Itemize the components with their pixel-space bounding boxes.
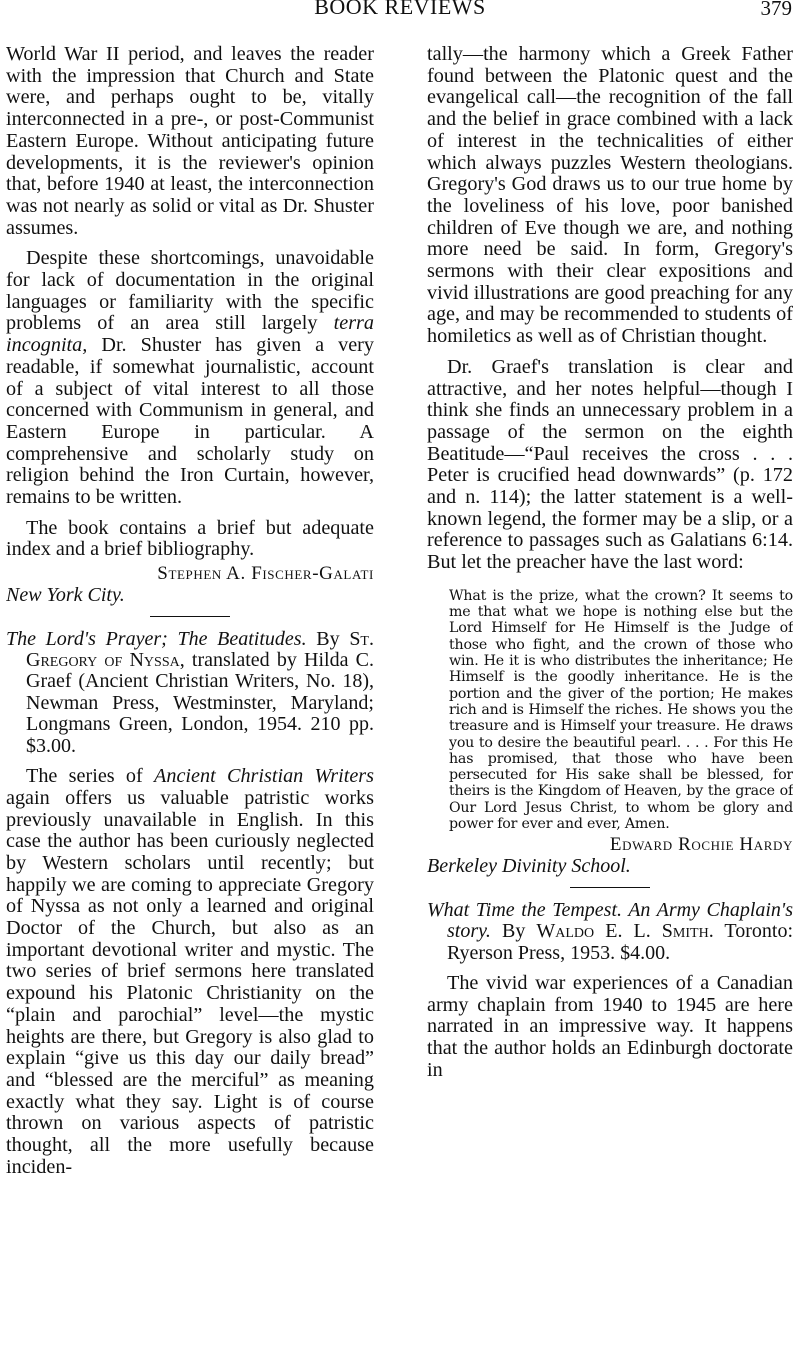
citation-author: Waldo E. L. Smith: [536, 920, 709, 943]
shortcomings-text-1: Despite these shortcomings, unavoidable for lack of documentation in the original languages or familiarity with the specific problems of an area still largely: [6, 247, 374, 335]
right-column: [427, 44, 793, 1346]
shortcomings-paragraph: [6, 248, 374, 508]
page-number: 379: [760, 0, 792, 20]
citation-author: St. Gregory of Nyssa: [26, 627, 374, 672]
citation-by: By: [306, 627, 350, 650]
review-paragraph: [6, 766, 374, 1178]
section-divider: [570, 887, 650, 888]
citation-details: , translated by Hilda C. Graef (Ancient Christian Writers, No. 18), Newman Press, Westminster, Maryland; Longmans Green, London, 1954. 210 pp. $3.00.: [26, 649, 374, 757]
page-header: [0, 0, 800, 28]
reviewer-name: Edward Rochie Hardy: [609, 834, 793, 856]
section-divider: [150, 616, 230, 617]
citation-by: By: [490, 920, 537, 943]
reviewer-name: Stephen A. Fischer-Galati: [157, 563, 374, 585]
shortcomings-text-2: Dr. Shuster has given a very readable, if somewhat journalistic, account of a subject of vital interest to all those concerned with Communism in general, and Eastern Europe in particular. A comprehensive and scholarly study on religion behind the Iron Curtain, however, remains to be written.: [6, 334, 374, 509]
book-citation: [427, 900, 793, 964]
citation-title: The Lord's Prayer; The Beatitudes.: [6, 627, 307, 650]
running-title: BOOK REVIEWS: [314, 0, 486, 19]
review-paragraph: The vivid war experiences of a Canadian army chaplain from 1940 to 1945 are here narrated in an impressive way. It happens that the author holds an Edinburgh doctorate in: [427, 972, 793, 1081]
translation-paragraph: Dr. Graef's translation is clear and attractive, and her notes helpful—though I think she finds an unnecessary problem in a passage of the sermon on the eighth Beatitude—“Paul receives the cross . . . Peter is crucified head downwards” (p. 172 and n. 114); the latter statement is a well-known legend, the former may be a slip, or a reference to passages such as Galatians 6:14. But let the preacher have the last word:: [427, 355, 793, 574]
series-title: Ancient Christian Writers: [154, 765, 374, 788]
reviewer-place: New York City.: [6, 583, 125, 606]
continued-paragraph: World War II period, and leaves the reader with the impression that Church and State were, and perhaps ought to be, vitally interconnected in a pre-, or post-Communist Eastern Europe. Without anticipating future developments, it is the reviewer's opinion that, before 1940 at least, the interconnection was not nearly as solid or vital as Dr. Shuster assumes.: [6, 44, 374, 239]
citation-title: What Time the Tempest. An Army Chaplain's story.: [427, 898, 793, 943]
index-note-paragraph: The book contains a brief but adequate index and a brief bibliography.: [6, 516, 374, 561]
citation-details: . Toronto: Ryerson Press, 1953. $4.00.: [447, 920, 793, 964]
continued-paragraph: tally—the harmony which a Greek Father found between the Platonic quest and the evangelical call—the recognition of the fall and the belief in grace combined with a lack of interest in the technicalities of either which always puzzles Western theologians. Gregory's God draws us to our true home by the loveliness of his love, poor banished children of Eve though we are, and nothing more need be said. In form, Gregory's sermons with their clear expositions and vivid illustrations are good preaching for any age, and may be recommended to students of homiletics as well as of Christian thought.: [427, 44, 793, 348]
book-citation: [6, 629, 374, 757]
reviewer-place: Berkeley Divinity School.: [427, 854, 631, 877]
block-quote: What is the prize, what the crown? It seems to me that what we hope is nothing else but the Lord Himself for He Himself is the Judge of those who fight, and the crown of those who win. He it is who distributes the inheritance; He Himself is the goodly inheritance. He is the portion and the giver of the portion; He makes rich and is Himself the riches. He shows you the treasure and is Himself your treasure. He draws you to desire the beautiful pearl. . . . For this He has promised, that those who have been persecuted for His sake shall be blessed, for theirs is the Kingdom of Heaven, by the grace of Our Lord Jesus Christ, to whom be glory and power for ever and ever, Amen.: [449, 587, 793, 833]
shortcomings-italic-term: terra incognita,: [6, 312, 374, 357]
review-text-2: again offers us valuable patristic works previously unavailable in English. In this case the author has been curiously neglected by Western scholars until recently; but happily we are coming to appreciate Gregory of Nyssa as not only a learned and original Doctor of the Church, but also as an important devotional writer and mystic. The two series of brief sermons here translated expound his Platonic Christianity on the “plain and parochial” level—the mystic heights are there, but Gregory is also glad to explain “give us this day our daily bread” and “blessed are the merciful” as meaning exactly what they say. Light is of course thrown on various aspects of patristic thought, all the more usefully because inciden-: [6, 786, 374, 1178]
review-text-1: The series of: [26, 765, 155, 788]
left-column: [6, 44, 374, 1346]
